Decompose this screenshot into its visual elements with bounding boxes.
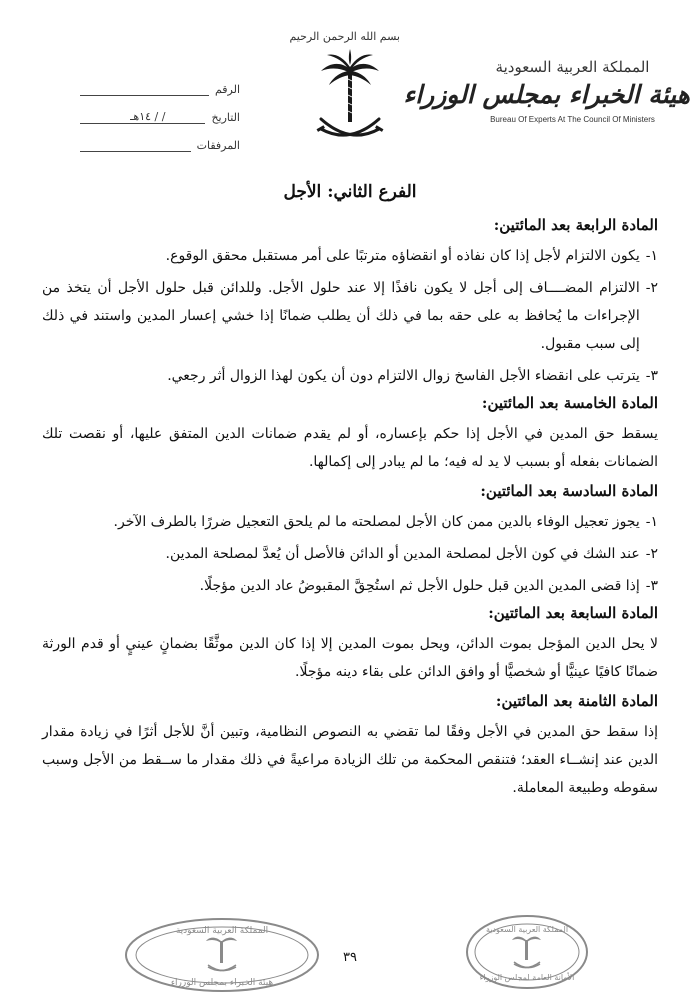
item-text: يكون الالتزام لأجل إذا كان نفاذه أو انقضاؤه مترتبًا على أمر مستقبل محقق الوقوع. bbox=[165, 248, 640, 264]
item-text: الالتزام المضــــاف إلى أجل لا يكون نافذًا إلا عند حلول الأجل. وللدائن قبل حلول الأجل أن يتخذ من الإجراءات ما يُحافظ به على حقه بما في ذلك أن يطلب ضمانًا إذا خشي إعسار المدين واستند في ذلك إلى سبب مقبول. bbox=[42, 280, 640, 352]
item-number: ٣- bbox=[645, 578, 658, 594]
article-paragraph: يسقط حق المدين في الأجل إذا حكم بإعساره، أو لم يقدم ضمانات الدين المتفق عليها، أو نقصت تلك الضمانات بفعله أو بسبب لا يد له فيه؛ ما لم يبادر إلى إكمالها. bbox=[42, 426, 658, 470]
article-item bbox=[42, 362, 658, 390]
item-text: إذا قضى المدين الدين قبل حلول الأجل ثم استُحِقَّ المقبوضُ عاد الدين مؤجلًا. bbox=[199, 578, 640, 594]
ref-number-label: الرقم bbox=[214, 83, 240, 96]
ref-date-value: / / ١٤هـ bbox=[130, 110, 166, 123]
ref-number-line bbox=[80, 83, 209, 96]
ref-attachments-row bbox=[80, 124, 240, 152]
ref-number-row bbox=[80, 68, 240, 96]
section-title: الفرع الثاني: الأجل bbox=[283, 182, 417, 202]
palm-swords-emblem-icon bbox=[315, 47, 385, 147]
letterhead-bureau: هيئة الخبراء بمجلس الوزراء bbox=[403, 80, 690, 109]
ref-attachments-label: المرفقات bbox=[196, 139, 240, 152]
article-heading: المادة السابعة بعد المائتين: bbox=[488, 604, 658, 622]
article-heading: المادة الثامنة بعد المائتين: bbox=[495, 692, 658, 710]
ref-attachments-line bbox=[80, 139, 191, 152]
item-text: عند الشك في كون الأجل لمصلحة المدين أو الدائن فالأصل أن يُعدَّ لمصلحة المدين. bbox=[165, 546, 640, 562]
ref-date-line bbox=[80, 111, 205, 124]
letterhead-kingdom: المملكة العربية السعودية bbox=[495, 58, 650, 76]
official-stamp-left bbox=[122, 915, 322, 995]
article-heading: المادة الخامسة بعد المائتين: bbox=[481, 394, 658, 412]
letterhead-bureau-english: Bureau Of Experts At The Council Of Ministers bbox=[490, 115, 655, 124]
ref-date-label: التاريخ bbox=[211, 111, 240, 124]
article-paragraph: إذا سقط حق المدين في الأجل وفقًا لما تقضي به النصوص النظامية، وتبين أنَّ للأجل أثرًا في زيادة مقدار الدين عند إنشــاء العقد؛ فتنقص المحكمة من تلك الزيادة مراعيةً في ذلك مقدار ما ســقط من الأجل وسبب سقوطه وطبيعة المعاملة. bbox=[42, 724, 658, 796]
item-text: يترتب على انقضاء الأجل الفاسخ زوال الالتزام دون أن يكون لهذا الزوال أثر رجعي. bbox=[167, 368, 640, 384]
stamp-left-bottom-text: هيئة الخبراء بمجلس الوزراء bbox=[170, 978, 274, 988]
stamp-left-emblem-icon bbox=[206, 938, 237, 971]
article-item bbox=[42, 572, 658, 600]
item-number: ١- bbox=[645, 514, 658, 530]
document-body bbox=[42, 182, 658, 808]
item-number: ٢- bbox=[645, 546, 658, 562]
stamp-right-top-text: المملكة العربية السعودية bbox=[485, 925, 569, 934]
article-item bbox=[42, 508, 658, 536]
stamp-left-top-text: المملكة العربية السعودية bbox=[175, 926, 269, 936]
stamp-right-bottom-text: الأمانة العامة لمجلس الوزراء bbox=[479, 973, 575, 982]
reference-fields bbox=[80, 68, 240, 152]
letterhead bbox=[403, 58, 690, 124]
article-heading: المادة السادسة بعد المائتين: bbox=[480, 482, 658, 500]
item-number: ٣- bbox=[645, 368, 658, 384]
emblem bbox=[289, 30, 400, 147]
article-item bbox=[42, 242, 658, 270]
stamp-right-emblem-icon bbox=[512, 937, 541, 968]
item-text: يجوز تعجيل الوفاء بالدين ممن كان الأجل لمصلحته ما لم يلحق التعجيل ضررًا بالطرف الآخر. bbox=[113, 514, 640, 530]
page-number: ٣٩ bbox=[343, 950, 357, 965]
article-item bbox=[42, 274, 658, 358]
item-number: ١- bbox=[645, 248, 658, 264]
article-item bbox=[42, 540, 658, 568]
official-stamp-right bbox=[462, 912, 592, 992]
ref-date-row bbox=[80, 96, 240, 124]
item-number: ٢- bbox=[645, 280, 658, 296]
article-paragraph: لا يحل الدين المؤجل بموت الدائن، ويحل بموت المدين إلا إذا كان الدين موثَّقًا بضمانٍ عينيٍ أو قدم الورثة ضمانًا كافيًا عينيًّا أو شخصيًّا أو وافق الدائن على بقاء دينه مؤجلًا. bbox=[42, 636, 658, 680]
basmala: بسم الله الرحمن الرحيم bbox=[289, 30, 400, 43]
article-heading: المادة الرابعة بعد المائتين: bbox=[493, 216, 658, 234]
